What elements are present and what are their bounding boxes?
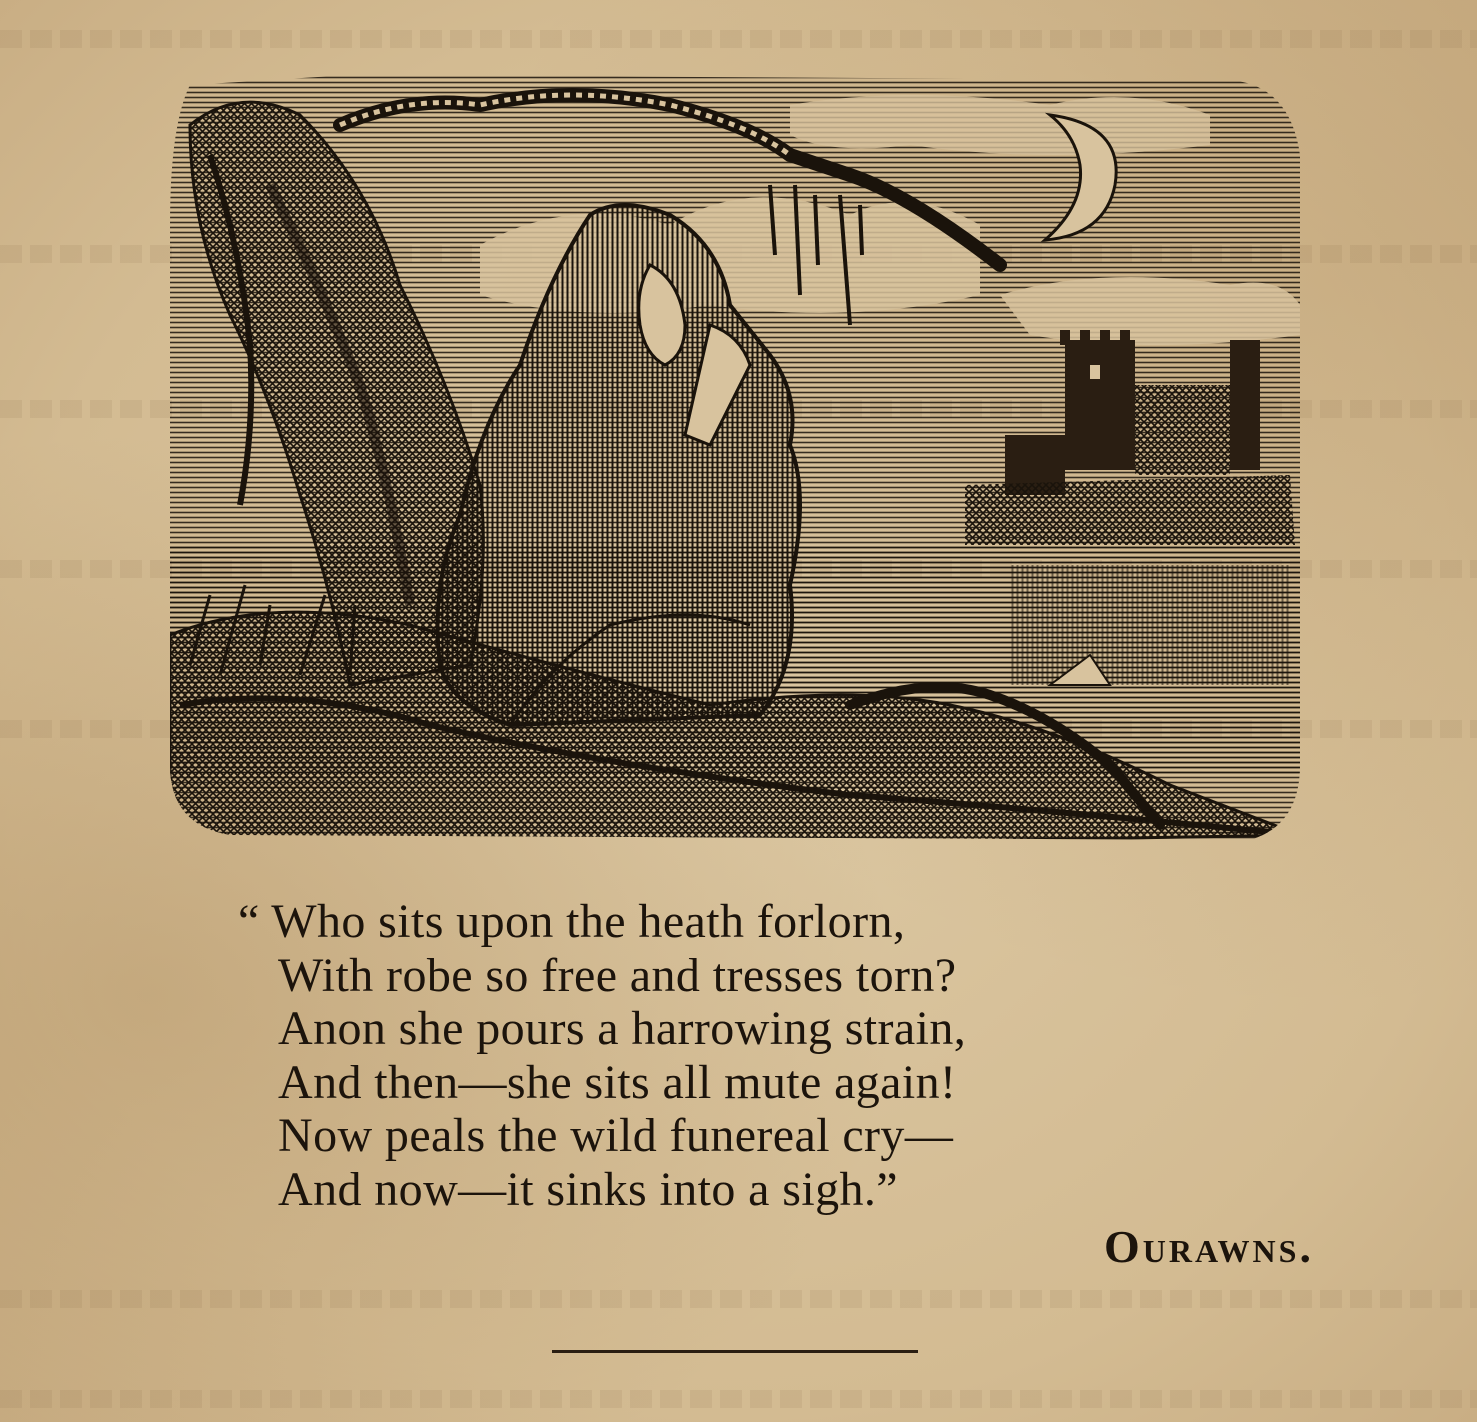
- poem-line: Anon she pours a harrowing strain,: [278, 1002, 967, 1055]
- poem-line: And now—it sinks into a sigh.”: [278, 1162, 898, 1216]
- section-divider: [552, 1350, 918, 1353]
- poem-line: “ Who sits upon the heath forlorn,: [238, 895, 906, 948]
- woodcut-illustration: [150, 65, 1310, 855]
- poem-line: With robe so free and tresses torn?: [278, 948, 957, 1002]
- poem-line: Now peals the wild funereal cry—: [278, 1109, 954, 1162]
- poem-line: And then—she sits all mute again!: [278, 1055, 957, 1109]
- poem-attribution: Ourawns.: [1104, 1221, 1314, 1272]
- poem-stanza: [238, 895, 1138, 1216]
